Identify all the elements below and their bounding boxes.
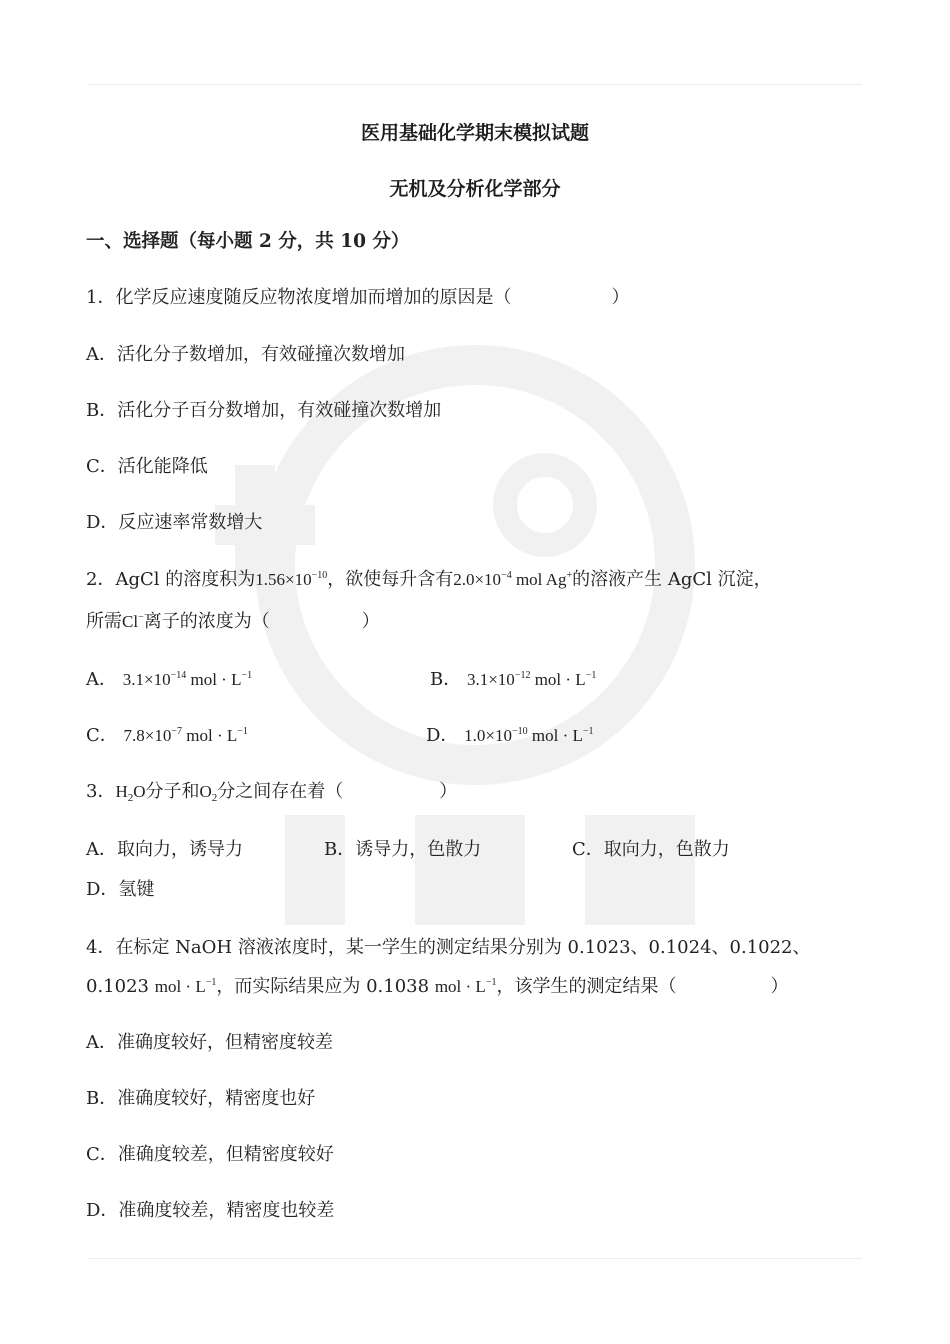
question-3-option-c: C．取向力，色散力 (572, 839, 730, 860)
question-4-text-a: ，而实际结果应为 0.1038 (216, 976, 430, 997)
ksp-value: $1.56\times 10^{-10}$ (255, 570, 328, 589)
question-2-close: ） (361, 611, 380, 632)
question-3-text-b: 分之间存在着（ (217, 781, 344, 802)
ag-concentration: $2.0\times 10^{-4}$ mol Ag+ (453, 570, 573, 589)
question-1-option-a: A．活化分子数增加，有效碰撞次数增加 (86, 344, 405, 365)
question-2-option-c: C． $7.8\times 10^{-7}$ mol · $L^{-1}$ (86, 725, 248, 746)
question-3-text-a: 分子和 (145, 781, 200, 802)
question-1-option-c: C．活化能降低 (86, 456, 208, 477)
oxygen-formula: $O_2$ (199, 782, 218, 804)
chloride-ion: Cl− (122, 612, 144, 631)
question-3-stem (86, 780, 457, 804)
document-subtitle: 无机及分析化学部分 (389, 178, 561, 200)
question-3-option-b: B．诱导力，色散力 (324, 839, 482, 860)
question-2-option-d: D． $1.0\times 10^{-10}$ mol · $L^{-1}$ (426, 725, 594, 746)
question-3-option-d: D．氢键 (86, 879, 155, 900)
question-3-number: 3． (86, 781, 116, 802)
question-2-text-e: 离子的浓度为（ (143, 611, 270, 632)
question-2-text-a: 2．AgCl 的溶度积为 (86, 569, 256, 590)
question-3-option-a: A．取向力，诱导力 (86, 839, 243, 860)
question-1-option-d: D．反应速率常数增大 (86, 512, 263, 533)
question-2-option-b: B． $3.1\times 10^{-12}$ mol · $L^{-1}$ (430, 669, 597, 690)
question-4-option-b: B．准确度较好，精密度也好 (86, 1088, 316, 1109)
question-4-close: ） (770, 976, 789, 997)
question-4-value: 0.1023 (86, 976, 149, 997)
question-4-text-b: ，该学生的测定结果（ (496, 976, 677, 997)
question-2-stem-line1 (86, 568, 772, 592)
question-4-option-c: C．准确度较差，但精密度较好 (86, 1144, 334, 1165)
question-3-close: ） (439, 781, 458, 802)
question-4-stem-line1: 4．在标定 NaOH 溶液浓度时，某一学生的测定结果分别为 0.1023、0.1024、0.1022、 (86, 937, 811, 958)
question-2-text-b: ，欲使每升含有 (327, 569, 454, 590)
question-2-option-a: A． $3.1\times 10^{-14}$ mol · $L^{-1}$ (86, 669, 253, 690)
question-1-close: ） (611, 287, 630, 308)
water-formula: $H_2O$ (115, 782, 146, 804)
question-4-unit-b: mol · $L^{-1}$ (434, 977, 497, 996)
question-3-options-abc (86, 838, 806, 866)
question-1-text: 1．化学反应速度随反应物浓度增加而增加的原因是（ (86, 287, 512, 308)
section-heading: 一、选择题（每小题 2 分，共 10 分） (86, 231, 410, 252)
question-2-options-ab (86, 668, 786, 696)
document-title: 医用基础化学期末模拟试题 (360, 122, 589, 144)
top-divider (88, 84, 862, 85)
question-2-text-d: 所需 (86, 611, 122, 632)
question-1-stem (86, 286, 629, 310)
question-2-stem-line2 (86, 610, 380, 634)
question-2-text-c: 的溶液产生 AgCl 沉淀， (572, 569, 772, 590)
question-4-option-d: D．准确度较差，精密度也较差 (86, 1200, 335, 1221)
question-4-stem-line2 (86, 975, 788, 999)
question-4-option-a: A．准确度较好，但精密度较差 (86, 1032, 333, 1053)
question-2-options-cd (86, 724, 786, 752)
question-1-option-b: B．活化分子百分数增加，有效碰撞次数增加 (86, 400, 442, 421)
question-4-unit-a: mol · $L^{-1}$ (154, 977, 217, 996)
bottom-divider (88, 1258, 862, 1259)
